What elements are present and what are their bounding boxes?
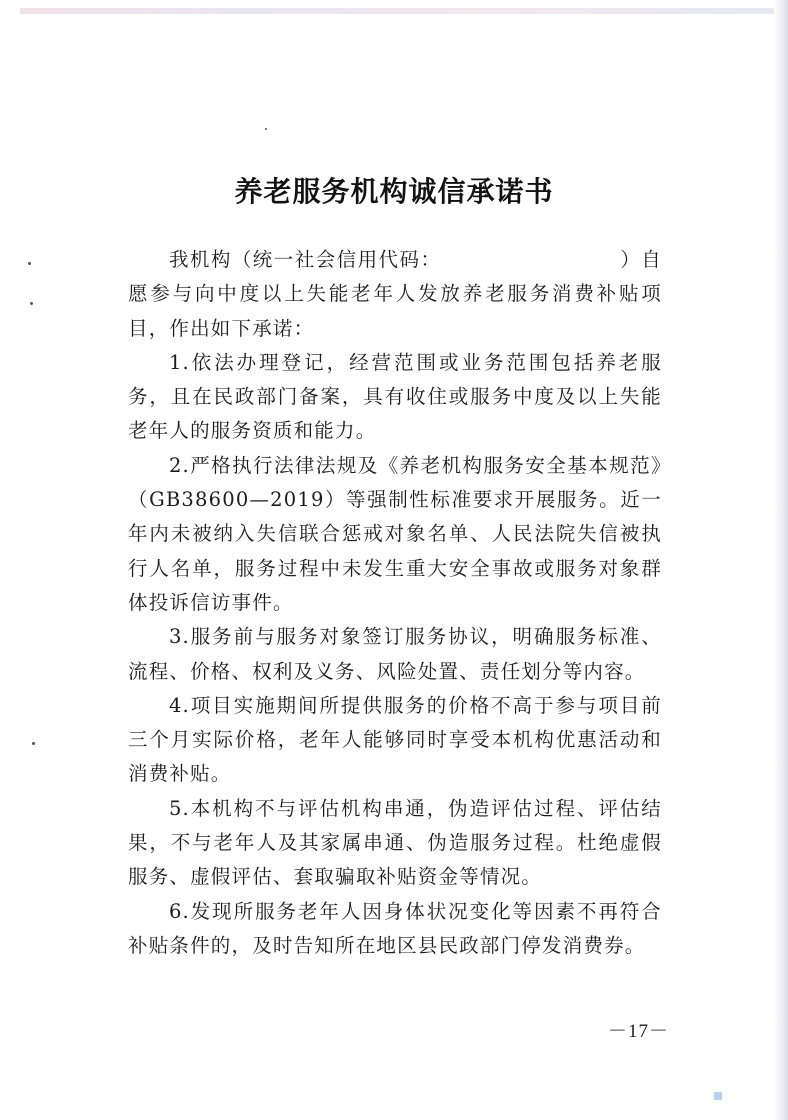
commitment-item-2: 2.严格执行法律法规及《养老机构服务安全基本规范》（GB38600—2019）等强制性标准要求开展服务。近一年内未被纳入失信联合惩戒对象名单、人民法院失信被执行人名单，服务过程中未发生重大安全事故或服务对象群体投诉信访事件。 [128,453,662,614]
scan-edge-top [20,8,778,14]
commitment-item-5: 5.本机构不与评估机构串通，伪造评估过程、评估结果，不与老年人及其家属串通、伪造服务过程。杜绝虚假服务、虚假评估、套取骗取补贴资金等情况。 [128,796,662,889]
document-body [128,243,662,963]
intro-paragraph: 我机构（统一社会信用代码： ）自愿参与向中度以上失能老年人发放养老服务消费补贴项目，作出如下承诺： [128,248,662,340]
commitment-item-6: 6.发现所服务老年人因身体状况变化等因素不再符合补贴条件的，及时告知所在地区县民政部门停发消费券。 [128,899,662,957]
scan-speck [32,742,35,745]
scan-speck [30,302,33,305]
commitment-item-1: 1.依法办理登记，经营范围或业务范围包括养老服务，且在民政部门备案，具有收住或服务中度及以上失能老年人的服务资质和能力。 [128,350,662,443]
commitment-item-3: 3.服务前与服务对象签订服务协议，明确服务标准、流程、价格、权利及义务、风险处置、责任划分等内容。 [128,625,662,683]
scan-speck [28,262,31,265]
document-title: 养老服务机构诚信承诺书 [234,175,554,208]
scan-speck [265,128,267,130]
scan-edge-right [774,0,788,1120]
commitment-item-4: 4.项目实施期间所提供服务的价格不高于参与项目前三个月实际价格，老年人能够同时享受本机构优惠活动和消费补贴。 [128,693,662,786]
scan-mark [714,1092,722,1100]
page-number: －17－ [608,1021,670,1042]
